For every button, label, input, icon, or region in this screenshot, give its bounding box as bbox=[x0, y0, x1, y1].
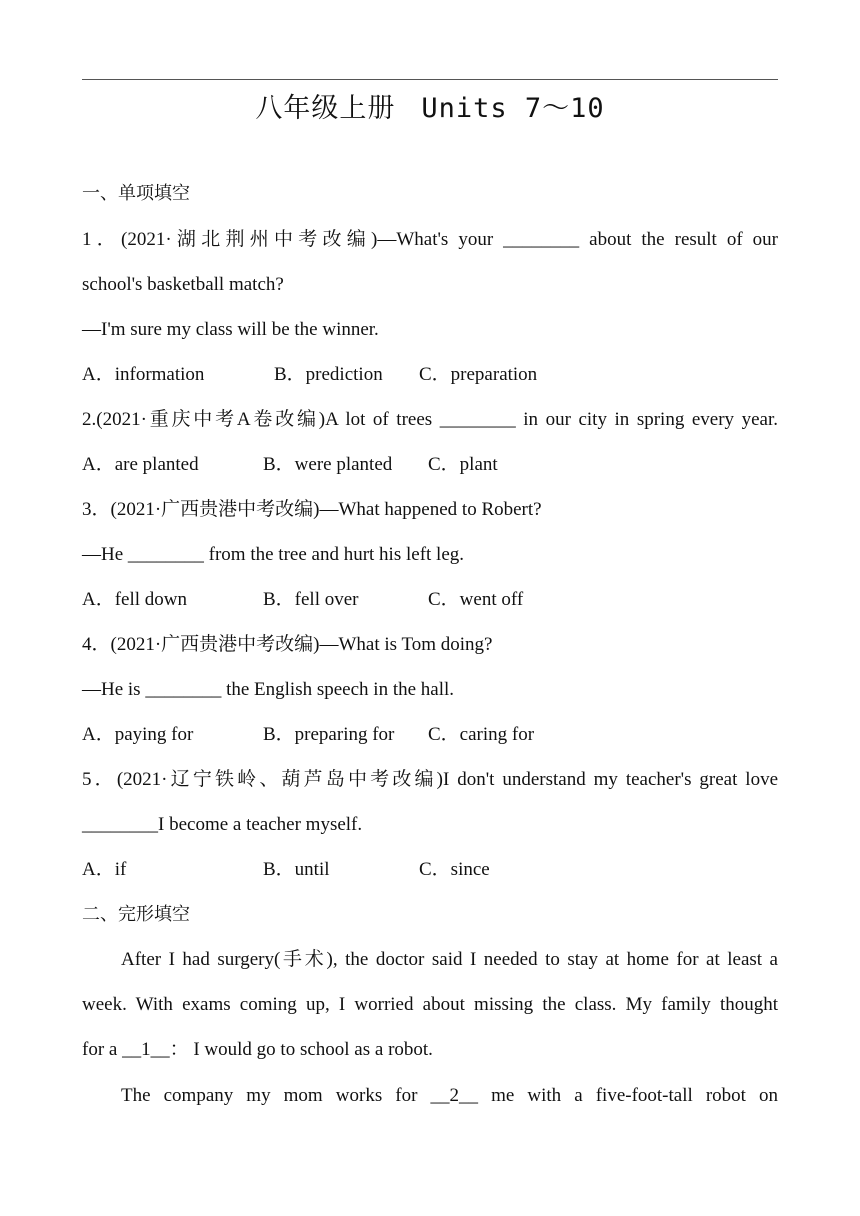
q4-option-c: C．caring for bbox=[428, 724, 535, 745]
cloze-p1-line1: After I had surgery(手术), the doctor said I needed to stay at home for at least a bbox=[121, 949, 778, 970]
q4-option-a: A．paying for bbox=[82, 724, 194, 745]
q3-option-a: A．fell down bbox=[82, 589, 188, 610]
q2-option-a: A．are planted bbox=[82, 454, 199, 475]
cloze-blank-1: __1__ bbox=[122, 1039, 170, 1060]
title-units: Units 7～10 bbox=[421, 93, 605, 124]
q3-line1: 3．(2021·广西贵港中考改编)—What happened to Robert? bbox=[82, 499, 542, 520]
q2-option-c: C．plant bbox=[428, 454, 498, 475]
q5-option-c: C．since bbox=[419, 859, 490, 880]
q5-options bbox=[82, 855, 778, 885]
q1-reply: —I'm sure my class will be the winner. bbox=[82, 319, 379, 340]
q1-option-b: B．prediction bbox=[274, 364, 383, 385]
q4-line1: 4．(2021·广西贵港中考改编)—What is Tom doing? bbox=[82, 634, 493, 655]
section2-heading: 二、完形填空 bbox=[82, 904, 190, 925]
q3-reply: —He ________ from the tree and hurt his left leg. bbox=[82, 544, 465, 565]
cloze-p1-line3 bbox=[82, 1035, 778, 1065]
cloze-p2-line1-post: me with a five-foot-tall robot on bbox=[491, 1085, 779, 1106]
q3-option-c: C．went off bbox=[428, 589, 524, 610]
q5-option-a: A．if bbox=[82, 859, 127, 880]
q3-options bbox=[82, 585, 778, 615]
cloze-p2-line1-pre: The company my mom works for bbox=[121, 1085, 418, 1106]
q2-option-b: B．were planted bbox=[263, 454, 393, 475]
q4-reply: —He is ________ the English speech in the hall. bbox=[82, 679, 455, 700]
q4-option-b: B．preparing for bbox=[263, 724, 395, 745]
q1-options bbox=[82, 360, 778, 390]
header-rule bbox=[82, 79, 778, 80]
page-title bbox=[0, 86, 860, 125]
cloze-p1-line3-post: ： I would go to school as a robot. bbox=[169, 1039, 433, 1060]
q5-option-b: B．until bbox=[263, 859, 330, 880]
cloze-blank-2: __2__ bbox=[430, 1085, 479, 1106]
q1-line1: 1．(2021·湖北荆州中考改编)—What's your ________ about the result of our bbox=[82, 229, 778, 250]
q5-line1: 5．(2021·辽宁铁岭、葫芦岛中考改编)I don't understand my teacher's great love bbox=[82, 769, 778, 790]
q1-option-a: A．information bbox=[82, 364, 205, 385]
cloze-p2-line1 bbox=[82, 1081, 778, 1111]
q2-options bbox=[82, 450, 778, 480]
q5-line2: ________I become a teacher myself. bbox=[82, 814, 363, 835]
q1-line2: school's basketball match? bbox=[82, 274, 284, 295]
q1-option-c: C．preparation bbox=[419, 364, 538, 385]
q3-option-b: B．fell over bbox=[263, 589, 359, 610]
title-grade: 八年级上册 bbox=[255, 93, 396, 124]
section1-heading: 一、单项填空 bbox=[82, 183, 190, 204]
q2-line1: 2.(2021·重庆中考A卷改编)A lot of trees ________ in our city in spring every year. bbox=[82, 409, 778, 430]
cloze-p1-line3-pre: for a bbox=[82, 1039, 118, 1060]
q4-options bbox=[82, 720, 778, 750]
cloze-p1-line2: week. With exams coming up, I worried about missing the class. My family thought bbox=[82, 994, 778, 1015]
